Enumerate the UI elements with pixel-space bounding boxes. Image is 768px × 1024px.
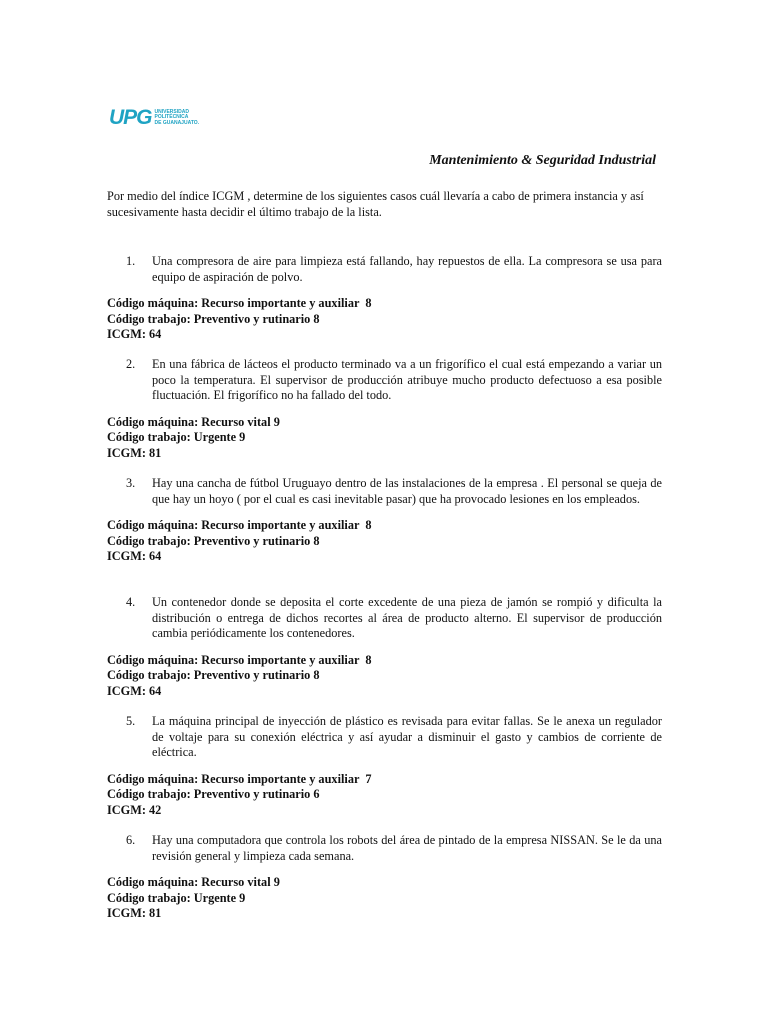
icgm-value: ICGM: 64 (107, 327, 162, 341)
list-item (107, 476, 662, 507)
codigo-maquina: Código máquina: Recurso importante y auxiliar 7 (107, 771, 372, 786)
case-codes (107, 772, 662, 819)
list-number: 3. (126, 476, 136, 490)
list-number: 2. (126, 357, 136, 371)
codigo-trabajo: Código trabajo: Urgente 9 (107, 890, 246, 905)
case-block (107, 476, 662, 565)
logo-line: POLITÉCNICA (154, 114, 189, 121)
codigo-maquina: Código máquina: Recurso importante y auxiliar 8 (107, 652, 372, 667)
list-number: 4. (126, 595, 136, 609)
case-codes (107, 518, 662, 565)
case-codes (107, 415, 662, 462)
codigo-maquina: Código máquina: Recurso importante y auxiliar 8 (107, 296, 372, 310)
icgm-value: ICGM: 64 (107, 549, 162, 563)
case-description: Una compresora de aire para limpieza está fallando, hay repuestos de ella. La compresora se usa para equipo de aspiración de polvo. (152, 254, 662, 284)
case-block (107, 254, 662, 343)
icgm-value: ICGM: 42 (107, 802, 162, 817)
codigo-maquina: Código máquina: Recurso importante y auxiliar 8 (107, 518, 372, 532)
case-description: Un contenedor donde se deposita el corte excedente de una pieza de jamón se rompió y dificulta la distribución o entrega de dichos recortes al área de producto alterno. El supervisor de producción cambia periódicamente los contenedores. (152, 595, 662, 640)
case-block (107, 833, 662, 922)
codigo-trabajo: Código trabajo: Urgente 9 (107, 430, 246, 444)
codigo-trabajo: Código trabajo: Preventivo y rutinario 8 (107, 311, 320, 326)
codigo-trabajo: Código trabajo: Preventivo y rutinario 6 (107, 787, 320, 801)
case-block (107, 714, 662, 818)
university-logo (109, 106, 199, 130)
logo-line: DE GUANAJUATO. (154, 119, 200, 126)
list-item (107, 254, 662, 285)
list-item (107, 357, 662, 404)
case-block (107, 357, 662, 461)
case-codes (107, 653, 662, 700)
list-item (107, 833, 662, 864)
case-block (107, 595, 662, 699)
list-item (107, 714, 662, 761)
list-number: 1. (126, 254, 136, 268)
codigo-maquina: Código máquina: Recurso vital 9 (107, 875, 280, 889)
logo-mark: UPG (109, 106, 152, 129)
icgm-value: ICGM: 81 (107, 906, 162, 920)
codigo-trabajo: Código trabajo: Preventivo y rutinario 8 (107, 668, 320, 682)
case-description: Hay una cancha de fútbol Uruguayo dentro de las instalaciones de la empresa . El personal se queja de que hay un hoyo ( por el cual es casi inevitable pasar) que ha provocado lesiones en los empleados. (152, 476, 662, 506)
list-number: 5. (126, 714, 136, 728)
icgm-value: ICGM: 81 (107, 445, 162, 460)
case-description: Hay una computadora que controla los robots del área de pintado de la empresa NISSAN. Se le da una revisión general y limpieza cada semana. (152, 833, 662, 863)
icgm-value: ICGM: 64 (107, 683, 162, 698)
case-description: En una fábrica de lácteos el producto terminado va a un frigorífico el cual está empezando a variar un poco la temperatura. El supervisor de producción atribuye mucho producto defectuoso a esa posible fluctuación. El frigorífico no ha fallado del todo. (152, 357, 662, 402)
logo-text (155, 110, 200, 127)
case-codes (107, 296, 662, 343)
codigo-maquina: Código máquina: Recurso vital 9 (107, 414, 280, 429)
intro-paragraph: Por medio del índice ICGM , determine de los siguientes casos cuál llevaría a cabo de primera instancia y así sucesivamente hasta decidir el último trabajo de la lista. (107, 189, 644, 219)
list-item (107, 595, 662, 642)
course-title: Mantenimiento & Seguridad Industrial (429, 153, 656, 168)
case-codes (107, 875, 662, 922)
list-number: 6. (126, 833, 136, 847)
logo-line: UNIVERSIDAD (154, 108, 189, 115)
case-description: La máquina principal de inyección de plástico es revisada para evitar fallas. Se le anexa un regulador de voltaje para su conexión eléctrica y así ayudar a disminuir el gasto y cambios de corriente de eléctrica. (152, 714, 662, 759)
codigo-trabajo: Código trabajo: Preventivo y rutinario 8 (107, 533, 320, 548)
